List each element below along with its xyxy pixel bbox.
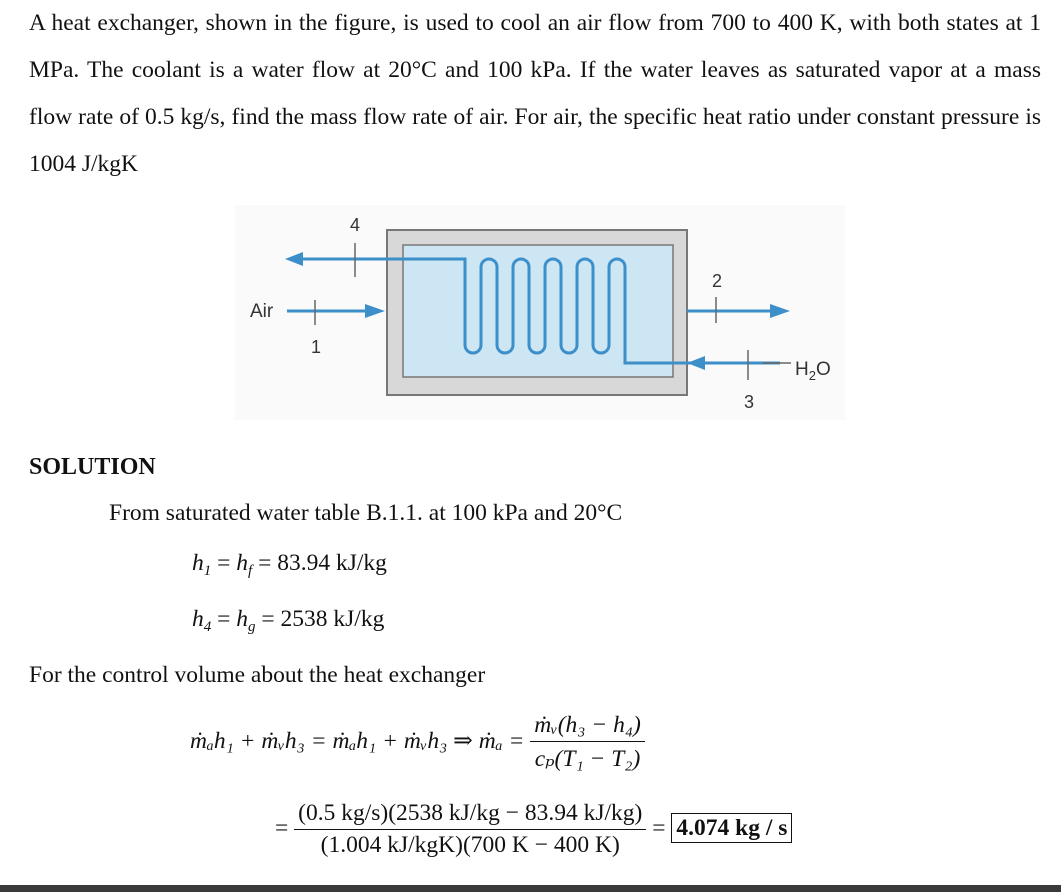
numeric-evaluation: = $\frac{(0.5 kg/s)(2538 kJ/kg - 83.94 kJ/kg)}{\text{(1.004 kJ/kgK)(700 K − 400 K)}}$ = 4.074 kg / s <box>275 800 792 859</box>
solution-heading: SOLUTION <box>29 454 156 480</box>
h1-equation: $h_1 = h_f = 83.94$ kJ/kg <box>192 550 387 579</box>
state-4-label: 4 <box>350 215 361 235</box>
h4-equation: $h_4 = h_g = 2538$ kJ/kg <box>192 606 385 635</box>
solution-intro: From saturated water table B.1.1. at 100 kPa and 20°C <box>109 500 623 526</box>
problem-statement: A heat exchanger, shown in the figure, is used to cool an air flow from 700 to 400 K, with both states at 1 MPa. The coolant is a water flow at 20°C and 100 kPa. If the water leaves as saturated vapor at a mass flow rate of 0.5 kg/s, find the mass flow rate of air. For air, the specific heat ratio under constant pressure is 1004 J/kgK <box>29 10 1041 177</box>
heat-exchanger-figure <box>235 205 845 420</box>
state-2-label: 2 <box>712 271 723 291</box>
air-label: Air <box>250 301 274 322</box>
control-volume-text: For the control volume about the heat exchanger <box>29 662 486 688</box>
numeric-fraction: $\frac{(0.5 kg/s)(2538 kJ/kg - 83.94 kJ/kg)}{\text{(1.004 kJ/kgK)(700 K − 400 K)}}$ <box>294 800 646 859</box>
bottom-bar <box>0 885 1061 892</box>
answer-box: 4.074 kg / s <box>671 813 792 843</box>
state-1-label: 1 <box>311 337 322 357</box>
energy-balance-equation: ṁₐh₁ + ṁᵥh₃ = ṁₐh₁ + ṁᵥh₃ ⇒ ṁₐ = $\frac{\text{ṁᵥ(h₃ − h₄)}}{\text{cₚ(T₁ − T₂)}}$ <box>190 712 645 773</box>
formula-fraction: $\frac{\text{ṁᵥ(h₃ − h₄)}}{\text{cₚ(T₁ − T₂)}}$ <box>530 712 645 773</box>
water-label: $H_2O$ <box>795 359 831 383</box>
state-3-label: 3 <box>744 392 755 412</box>
heat-exchanger-interior <box>403 245 673 377</box>
